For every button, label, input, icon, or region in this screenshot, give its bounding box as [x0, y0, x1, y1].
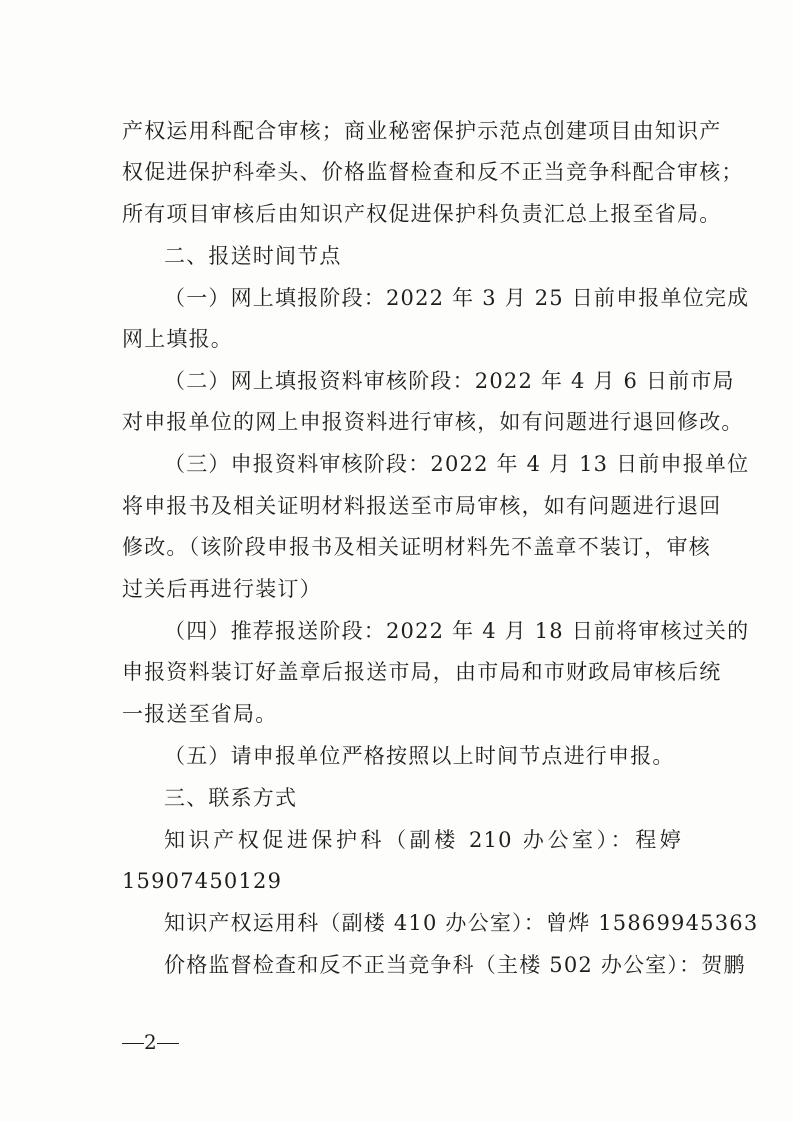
contact-line: 知识产权促进保护科（副楼 210 办公室）：程婷: [164, 828, 682, 852]
page-number-value: 2: [144, 1030, 157, 1054]
body-text-line: （一）网上填报阶段：2022 年 3 月 25 日前申报单位完成: [164, 286, 750, 310]
body-text-line: 网上填报。: [122, 327, 233, 351]
body-text-line: 过关后再进行装订）: [122, 577, 322, 601]
page-number: [122, 1029, 179, 1055]
section-heading: 三、联系方式: [164, 786, 298, 810]
body-text-line: 申报资料装订好盖章后报送市局，由市局和市财政局审核后统: [122, 660, 722, 684]
section-heading: 二、报送时间节点: [164, 244, 342, 268]
body-text-line: 权促进保护科牵头、价格监督检查和反不正当竞争科配合审核；: [122, 160, 744, 184]
body-text-line: 将申报书及相关证明材料报送至市局审核，如有问题进行退回: [122, 494, 722, 518]
contact-line: 知识产权运用科（副楼 410 办公室）：曾烨 15869945363: [164, 911, 759, 935]
body-text-line: （五）请申报单位严格按照以上时间节点进行申报。: [164, 744, 675, 768]
body-text-line: 产权运用科配合审核；商业秘密保护示范点创建项目由知识产: [122, 119, 722, 143]
body-text-line: （四）推荐报送阶段：2022 年 4 月 18 日前将审核过关的: [164, 619, 750, 643]
body-text-line: 对申报单位的网上申报资料进行审核，如有问题进行退回修改。: [122, 410, 744, 434]
body-text-line: 修改。（该阶段申报书及相关证明材料先不盖章不装订，审核: [122, 535, 711, 559]
page-number-dash: [122, 1043, 144, 1044]
body-text-line: 一报送至省局。: [122, 702, 278, 726]
body-text-line: （二）网上填报资料审核阶段：2022 年 4 月 6 日前市局: [164, 369, 735, 393]
body-text-line: 所有项目审核后由知识产权促进保护科负责汇总上报至省局。: [122, 202, 722, 226]
contact-line: 价格监督检查和反不正当竞争科（主楼 502 办公室）：贺鹏: [164, 953, 746, 977]
body-text-line: （三）申报资料审核阶段：2022 年 4 月 13 日前申报单位: [164, 452, 750, 476]
page-number-dash: [157, 1043, 179, 1044]
contact-phone: 15907450129: [122, 869, 283, 893]
